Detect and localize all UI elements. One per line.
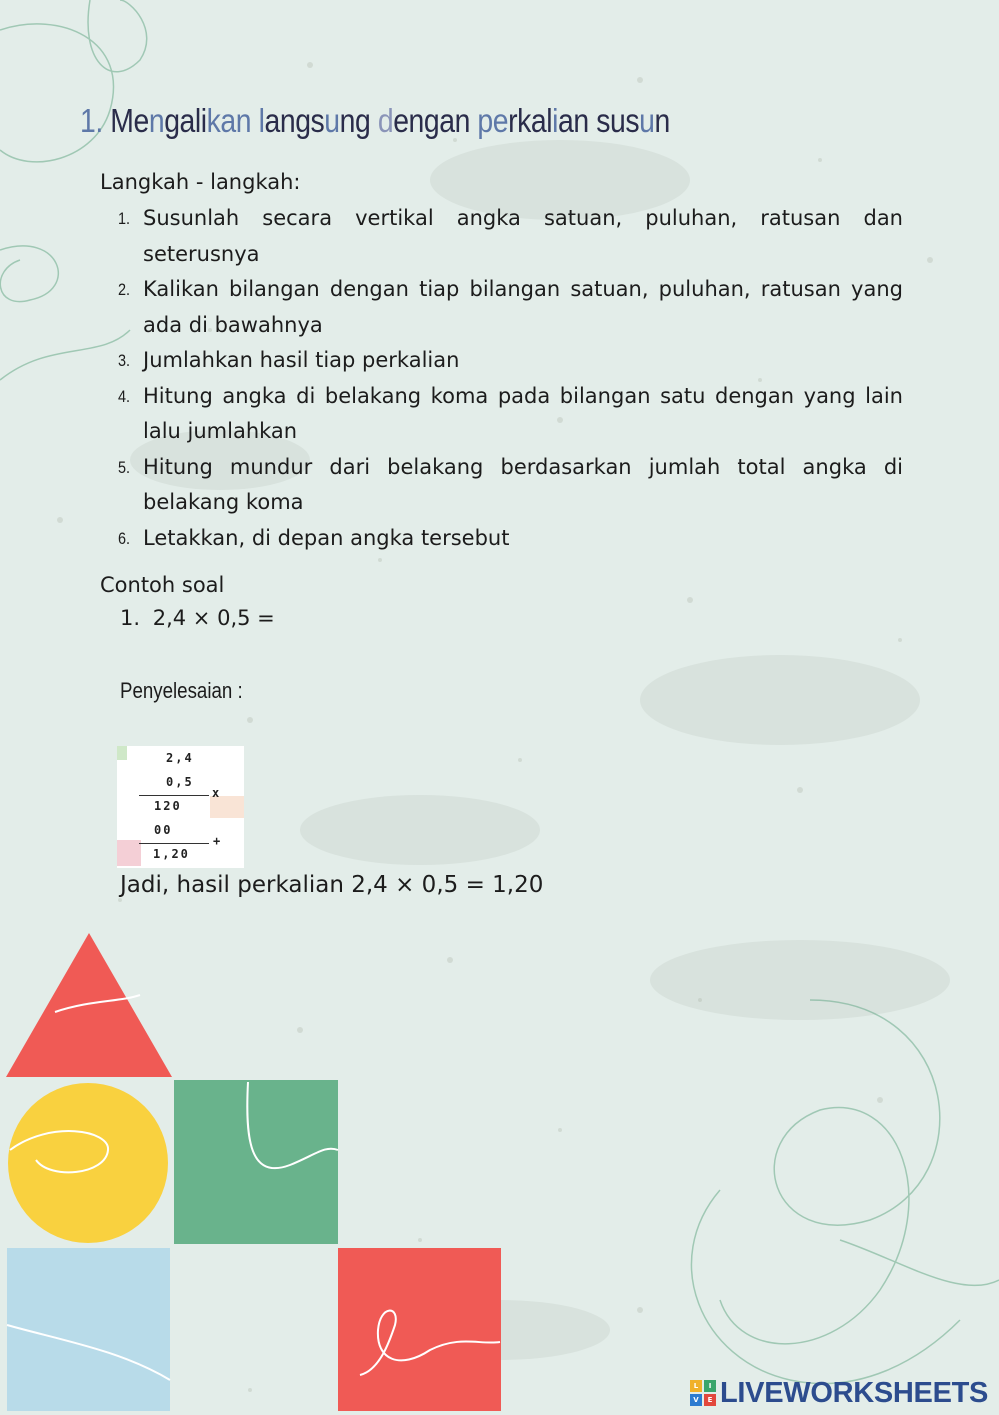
steps-heading: Langkah - langkah: — [100, 170, 301, 194]
title-segment — [251, 102, 258, 139]
calc-partial-product-1: 120 — [154, 799, 182, 813]
yellow-circle — [8, 1083, 168, 1243]
title-segment: an sus — [558, 102, 640, 139]
step-item — [118, 379, 903, 450]
title-segment: Me — [102, 102, 149, 139]
logo-mark-icon: L I V E — [690, 1380, 716, 1406]
calc-line — [139, 843, 209, 844]
step-number: 5. — [118, 457, 131, 477]
example-question — [120, 606, 275, 630]
calc-partial-product-2: 00 — [154, 823, 173, 837]
title-segment: kan — [206, 102, 252, 139]
result-text: Jadi, hasil perkalian 2,4 × 0,5 = 1,20 — [120, 872, 544, 898]
step-text: Jumlahkan hasil tiap perkalian — [143, 348, 460, 372]
logo-text: LIVEWORKSHEETS — [720, 1376, 989, 1409]
calc-result: 1,20 — [153, 847, 190, 861]
red-triangle — [6, 933, 172, 1077]
step-text: Letakkan, di depan angka tersebut — [143, 525, 510, 550]
title-segment: u — [324, 102, 340, 139]
step-item — [118, 343, 903, 379]
calc-plus-sign: + — [213, 834, 223, 848]
step-item — [118, 201, 903, 272]
step-item — [118, 521, 903, 557]
step-number: 1. — [118, 209, 131, 228]
title-segment: n — [148, 102, 165, 139]
step-text: Kalikan bilangan dengan tiap bilangan satuan, puluhan, ratusan yang ada di bawahnya — [143, 277, 903, 337]
title-segment: engan — [393, 102, 478, 139]
title-segment: gali — [164, 102, 207, 139]
step-number: 2. — [118, 280, 131, 299]
calc-multiplicand: 2,4 — [166, 751, 194, 765]
title-segment: u — [639, 102, 655, 139]
calc-line — [139, 795, 209, 796]
title-segment: 1. — [80, 102, 103, 139]
title-segment: n — [654, 102, 670, 139]
example-number: 1. — [120, 606, 141, 630]
title-segment: rkal — [508, 102, 553, 139]
step-text: Susunlah secara vertikal angka satuan, puluhan, ratusan dan seterusnya — [143, 206, 903, 266]
step-item — [118, 450, 903, 521]
step-text: Hitung mundur dari belakang berdasarkan jumlah total angka di belakang koma — [143, 454, 903, 514]
solution-label: Penyelesaian : — [120, 678, 243, 703]
example-expression: 2,4 × 0,5 = — [152, 606, 275, 630]
title-segment: ng — [339, 102, 378, 139]
light-blue-square — [7, 1248, 170, 1411]
title-segment: i — [552, 102, 559, 139]
step-number: 6. — [118, 528, 131, 548]
red-square — [338, 1248, 501, 1411]
page-title — [80, 102, 670, 140]
steps-list — [118, 201, 903, 556]
calc-multiply-sign: x — [212, 786, 222, 800]
step-item — [118, 272, 903, 343]
example-heading: Contoh soal — [100, 573, 225, 597]
title-segment: d — [377, 102, 394, 139]
green-square — [174, 1080, 338, 1244]
title-segment: l — [258, 102, 265, 139]
step-text: Hitung angka di belakang koma pada bilangan satu dengan yang lain lalu jumlahkan — [143, 383, 903, 443]
calc-multiplier: 0,5 — [166, 775, 194, 789]
step-number: 4. — [118, 386, 131, 406]
title-segment: pe — [477, 102, 509, 139]
step-number: 3. — [118, 351, 131, 370]
calculation-image — [117, 746, 244, 868]
geometric-shapes — [6, 933, 501, 1411]
title-segment: angs — [264, 102, 325, 139]
liveworksheets-logo[interactable] — [690, 1375, 988, 1411]
